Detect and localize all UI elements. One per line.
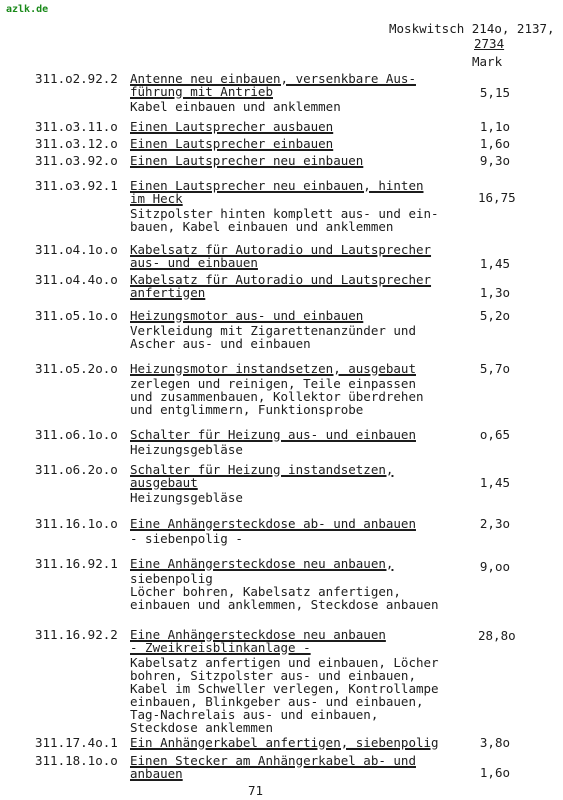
entry-title: Eine Anhängersteckdose ab- und anbauen <box>130 516 416 531</box>
entry-note: Heizungsgebläse <box>130 490 243 505</box>
entry-code: 311.o3.92.1 <box>35 178 118 193</box>
entry-price: 5,15 <box>479 85 510 100</box>
entry-note: Kabelsatz anfertigen und einbauen, Löcher bohren, Sitzpolster aus- und einbauen, Kabel im Schweller verlegen, Kontrollampe einbauen, Blinkgeber aus- und einbauen, Tag-Nachrelais aus- und einbauen, Steckdose anklemmen <box>130 655 439 735</box>
entry-title: Einen Lautsprecher einbauen <box>130 136 334 151</box>
entry-title: Eine Anhängersteckdose neu anbauen, <box>130 556 394 571</box>
entry-note: siebenpolig Löcher bohren, Kabelsatz anfertigen, einbauen und anklemmen, Steckdose anbauen <box>130 571 439 612</box>
entry-title: Heizungsmotor instandsetzen, ausgebaut <box>130 361 416 376</box>
entry-code: 311.o3.11.o <box>35 119 118 134</box>
entry-code: 311.18.1o.o <box>35 753 118 768</box>
entry-price: 1,45 <box>479 475 510 490</box>
entry-title: Heizungsmotor aus- und einbauen <box>130 308 364 323</box>
entry-title: Schalter für Heizung instandsetzen, ausgebaut <box>130 462 394 490</box>
entry-note: zerlegen und reinigen, Teile einpassen und zusammenbauen, Kollektor überdrehen und entglimmern, Funktionsprobe <box>130 376 424 417</box>
entry-code: 311.o3.12.o <box>35 136 118 151</box>
entry-code: 311.o5.1o.o <box>35 308 118 323</box>
entry-price: 9,3o <box>479 153 510 168</box>
entry-price: 16,75 <box>478 190 516 205</box>
entry-price: 2,3o <box>479 516 510 531</box>
entry-description <box>130 179 440 233</box>
entry-price: 1,45 <box>479 256 510 271</box>
entry-description <box>130 754 440 780</box>
entry-description <box>130 309 440 350</box>
entry-code: 311.o6.1o.o <box>35 427 118 442</box>
entry-code: 311.o5.2o.o <box>35 361 118 376</box>
entry-description <box>130 736 440 749</box>
header-model: 2734 <box>474 36 505 51</box>
entry-code: 311.o4.4o.o <box>35 272 118 287</box>
entry-price: 9,oo <box>479 559 510 574</box>
entry-price: 1,1o <box>479 119 510 134</box>
entry-description <box>130 154 440 167</box>
entry-code: 311.16.92.1 <box>35 556 118 571</box>
entry-price: 3,8o <box>479 735 510 750</box>
entry-note: Verkleidung mit Zigarettenanzünder und Ascher aus- und einbauen <box>130 323 416 351</box>
entry-description <box>130 628 440 734</box>
entry-title: Eine Anhängersteckdose neu anbauen - Zweikreisblinkanlage - <box>130 627 386 655</box>
entry-note: - siebenpolig - <box>130 531 243 546</box>
entry-description <box>130 463 440 504</box>
entry-code: 311.o3.92.o <box>35 153 118 168</box>
entry-description <box>130 517 440 545</box>
entry-price: o,65 <box>479 427 510 442</box>
entry-title: Einen Stecker am Anhängerkabel ab- und anbauen <box>130 753 416 781</box>
entry-code: 311.o2.92.2 <box>35 71 118 86</box>
entry-title: Kabelsatz für Autoradio und Lautsprecher aus- und einbauen <box>130 242 432 270</box>
entry-code: 311.16.1o.o <box>35 516 118 531</box>
entry-description <box>130 137 440 150</box>
entry-title: Kabelsatz für Autoradio und Lautsprecher anfertigen <box>130 272 432 300</box>
entry-price: 5,2o <box>479 308 510 323</box>
entry-title: Einen Lautsprecher neu einbauen, hinten im Heck <box>130 178 424 206</box>
entry-note: Heizungsgebläse <box>130 442 243 457</box>
site-watermark: azlk.de <box>6 4 49 15</box>
page-number: 71 <box>248 783 264 798</box>
entry-description <box>130 273 440 299</box>
entry-code: 311.17.4o.1 <box>35 735 118 750</box>
entry-price: 1,6o <box>479 765 510 780</box>
entry-note: Kabel einbauen und anklemmen <box>130 99 341 114</box>
entry-price: 1,3o <box>479 285 510 300</box>
entry-description <box>130 362 440 416</box>
currency-label: Mark <box>472 54 503 69</box>
entry-title: Schalter für Heizung aus- und einbauen <box>130 427 416 442</box>
entry-description <box>130 72 440 113</box>
entry-code: 311.16.92.2 <box>35 627 118 642</box>
entry-note: Sitzpolster hinten komplett aus- und ein- bauen, Kabel einbauen und anklemmen <box>130 206 439 234</box>
entry-price: 28,8o <box>478 628 516 643</box>
entry-description <box>130 557 440 611</box>
entry-code: 311.o6.2o.o <box>35 462 118 477</box>
entry-description <box>130 428 440 456</box>
entry-description <box>130 243 440 269</box>
header-title: Moskwitsch 214o, 2137, <box>389 21 555 36</box>
entry-title: Einen Lautsprecher neu einbauen <box>130 153 364 168</box>
entry-title: Antenne neu einbauen, versenkbare Aus- führung mit Antrieb <box>130 71 416 99</box>
entry-title: Ein Anhängerkabel anfertigen, siebenpolig <box>130 735 439 750</box>
entry-description <box>130 120 440 133</box>
entry-code: 311.o4.1o.o <box>35 242 118 257</box>
entry-title: Einen Lautsprecher ausbauen <box>130 119 334 134</box>
entry-price: 1,6o <box>479 136 510 151</box>
entry-price: 5,7o <box>479 361 510 376</box>
